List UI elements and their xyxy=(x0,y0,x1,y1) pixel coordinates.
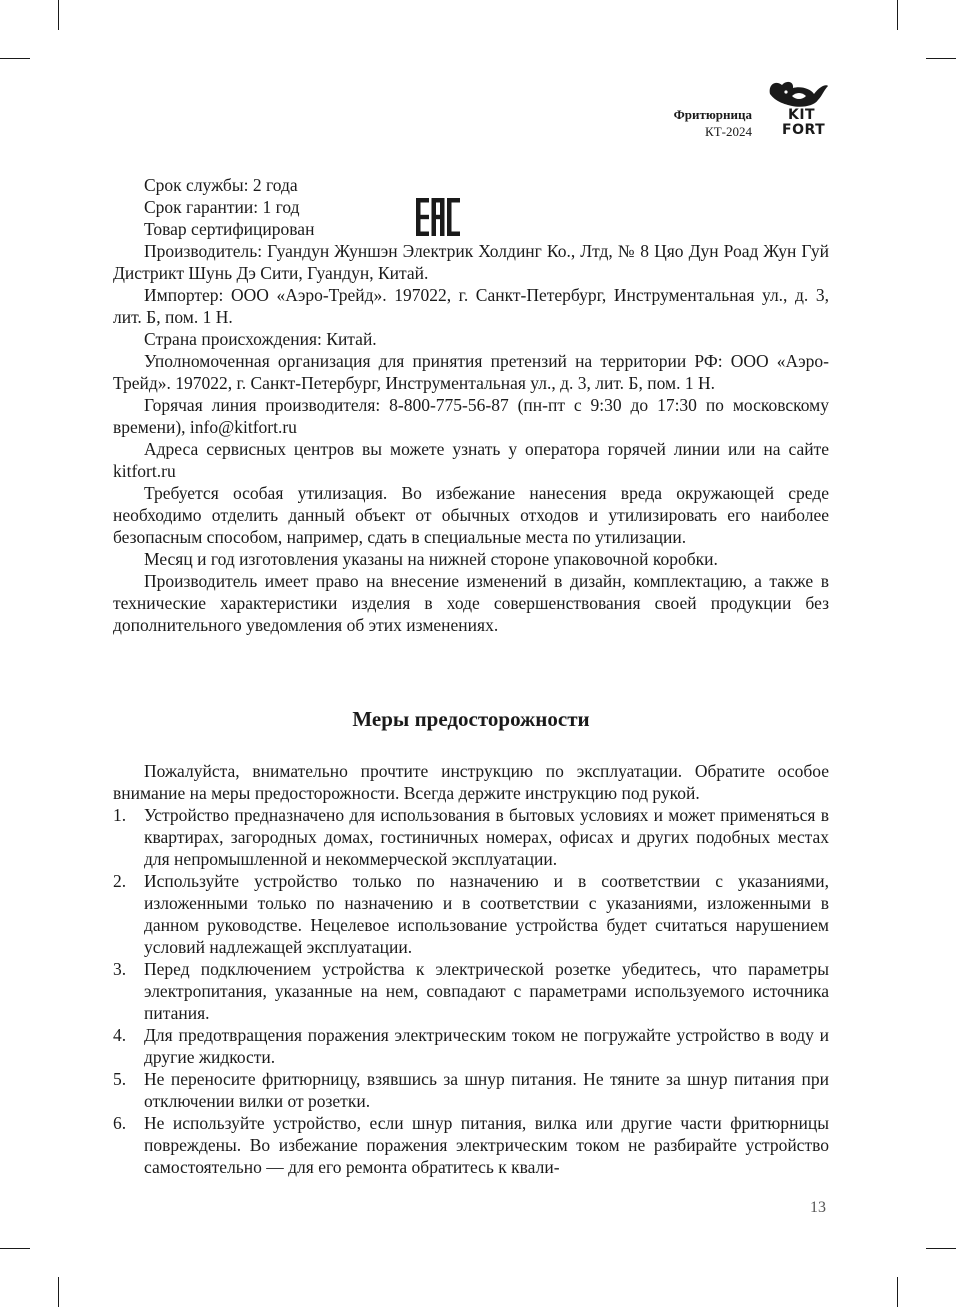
authorized-organization: Уполномоченная организация для принятия претензий на территории РФ: ООО «Аэро-Трейд». 197022, г. Санкт-Петербург, Инструментальная ул., д. 3, лит. Б, пом. 1 Н. xyxy=(113,351,829,393)
service-life: Срок службы: 2 года xyxy=(144,175,298,195)
item-number: 3. xyxy=(113,959,127,979)
crop-mark xyxy=(58,0,59,30)
hotline: Горячая линия производителя: 8-800-775-56-87 (пн-пт с 9:30 до 17:30 по московскому времени), info@kitfort.ru xyxy=(113,395,829,437)
disposal-notice: Требуется особая утилизация. Во избежание нанесения вреда окружающей среде необходимо отделить данный объект от обычных отходов и утилизировать его наиболее безопасным способом, например, сдать в специальные места по утилизации. xyxy=(113,483,829,547)
list-item xyxy=(113,1024,829,1068)
item-text: Не переносите фритюрницу, взявшись за шнур питания. Не тяните за шнур питания при отключении вилки от розетки. xyxy=(144,1069,829,1111)
running-header xyxy=(674,106,752,140)
crop-mark xyxy=(926,58,956,59)
page-content xyxy=(113,174,829,1178)
manufacture-date: Месяц и год изготовления указаны на нижней стороне упаковочной коробки. xyxy=(144,549,718,569)
list-item xyxy=(113,870,829,958)
precautions-list xyxy=(113,804,829,1178)
logo-kit: KIT xyxy=(788,107,816,123)
warranty: Срок гарантии: 1 год xyxy=(144,197,300,217)
item-text: Используйте устройство только по назначению и в соответствии с указаниями, изложенными только по назначению и в соответствии с указаниями, изложенными в данном руководстве. Нецелевое использование устройства будет считаться нарушением условий надлежащей эксплуатации. xyxy=(144,871,829,957)
kitfort-logo-text xyxy=(782,108,832,138)
crop-mark xyxy=(897,1277,898,1307)
service-centers: Адреса сервисных центров вы можете узнать у оператора горячей линии или на сайте kitfort.ru xyxy=(113,439,829,481)
country-of-origin: Страна происхождения: Китай. xyxy=(144,329,377,349)
item-number: 6. xyxy=(113,1113,127,1133)
crop-mark xyxy=(897,0,898,30)
crop-mark xyxy=(0,58,30,59)
page-number: 13 xyxy=(810,1199,826,1216)
section-title: Меры предосторожности xyxy=(352,707,590,731)
eac-certification-icon xyxy=(416,198,460,236)
list-item xyxy=(113,804,829,870)
crop-mark xyxy=(0,1248,30,1249)
changes-notice: Производитель имеет право на внесение изменений в дизайн, комплектацию, а также в технические характеристики изделия в ходе совершенствования своей продукции без дополнительного уведомления об этих изменениях. xyxy=(113,571,829,635)
item-text: Перед подключением устройства к электрической розетке убедитесь, что параметры электропитания, указанные на нем, совпадают с параметрами используемого источника питания. xyxy=(144,959,829,1023)
product-name: Фритюрница xyxy=(673,107,752,122)
item-number: 1. xyxy=(113,805,127,825)
item-text: Не используйте устройство, если шнур питания, вилка или другие части фритюрницы повреждены. Во избежание поражения электрическим током не разбирайте устройство самостоятельно — для его ремонта обратитесь к квали- xyxy=(144,1113,829,1177)
importer: Импортер: ООО «Аэро-Трейд». 197022, г. Санкт-Петербург, Инструментальная ул., д. 3, лит. Б, пом. 1 Н. xyxy=(113,285,829,327)
precautions-intro: Пожалуйста, внимательно прочтите инструкцию по эксплуатации. Обратите особое внимание на меры предосторожности. Всегда держите инструкцию под рукой. xyxy=(113,761,829,803)
crop-mark xyxy=(58,1277,59,1307)
item-number: 5. xyxy=(113,1069,127,1089)
logo-fort: FORT xyxy=(782,122,826,138)
list-item xyxy=(113,1112,829,1178)
item-number: 4. xyxy=(113,1025,127,1045)
list-item xyxy=(113,958,829,1024)
manufacturer: Производитель: Гуандун Жуншэн Электрик Холдинг Ко., Лтд, № 8 Цяо Дун Роад Жун Гуй Дистрикт Шунь Дэ Сити, Гуандун, Китай. xyxy=(113,241,829,283)
item-number: 2. xyxy=(113,871,127,891)
item-text: Для предотвращения поражения электрическим током не погружайте устройство в воду и другие жидкости. xyxy=(144,1025,829,1067)
list-item xyxy=(113,1068,829,1112)
item-text: Устройство предназначено для использования в бытовых условиях и может применяться в квартирах, загородных домах, гостиничных номерах, офисах и других подобных местах для непромышленной и некоммерческой эксплуатации. xyxy=(144,805,829,869)
crop-mark xyxy=(926,1248,956,1249)
certified: Товар сертифицирован xyxy=(144,219,315,239)
product-model: КТ-2024 xyxy=(705,124,752,139)
